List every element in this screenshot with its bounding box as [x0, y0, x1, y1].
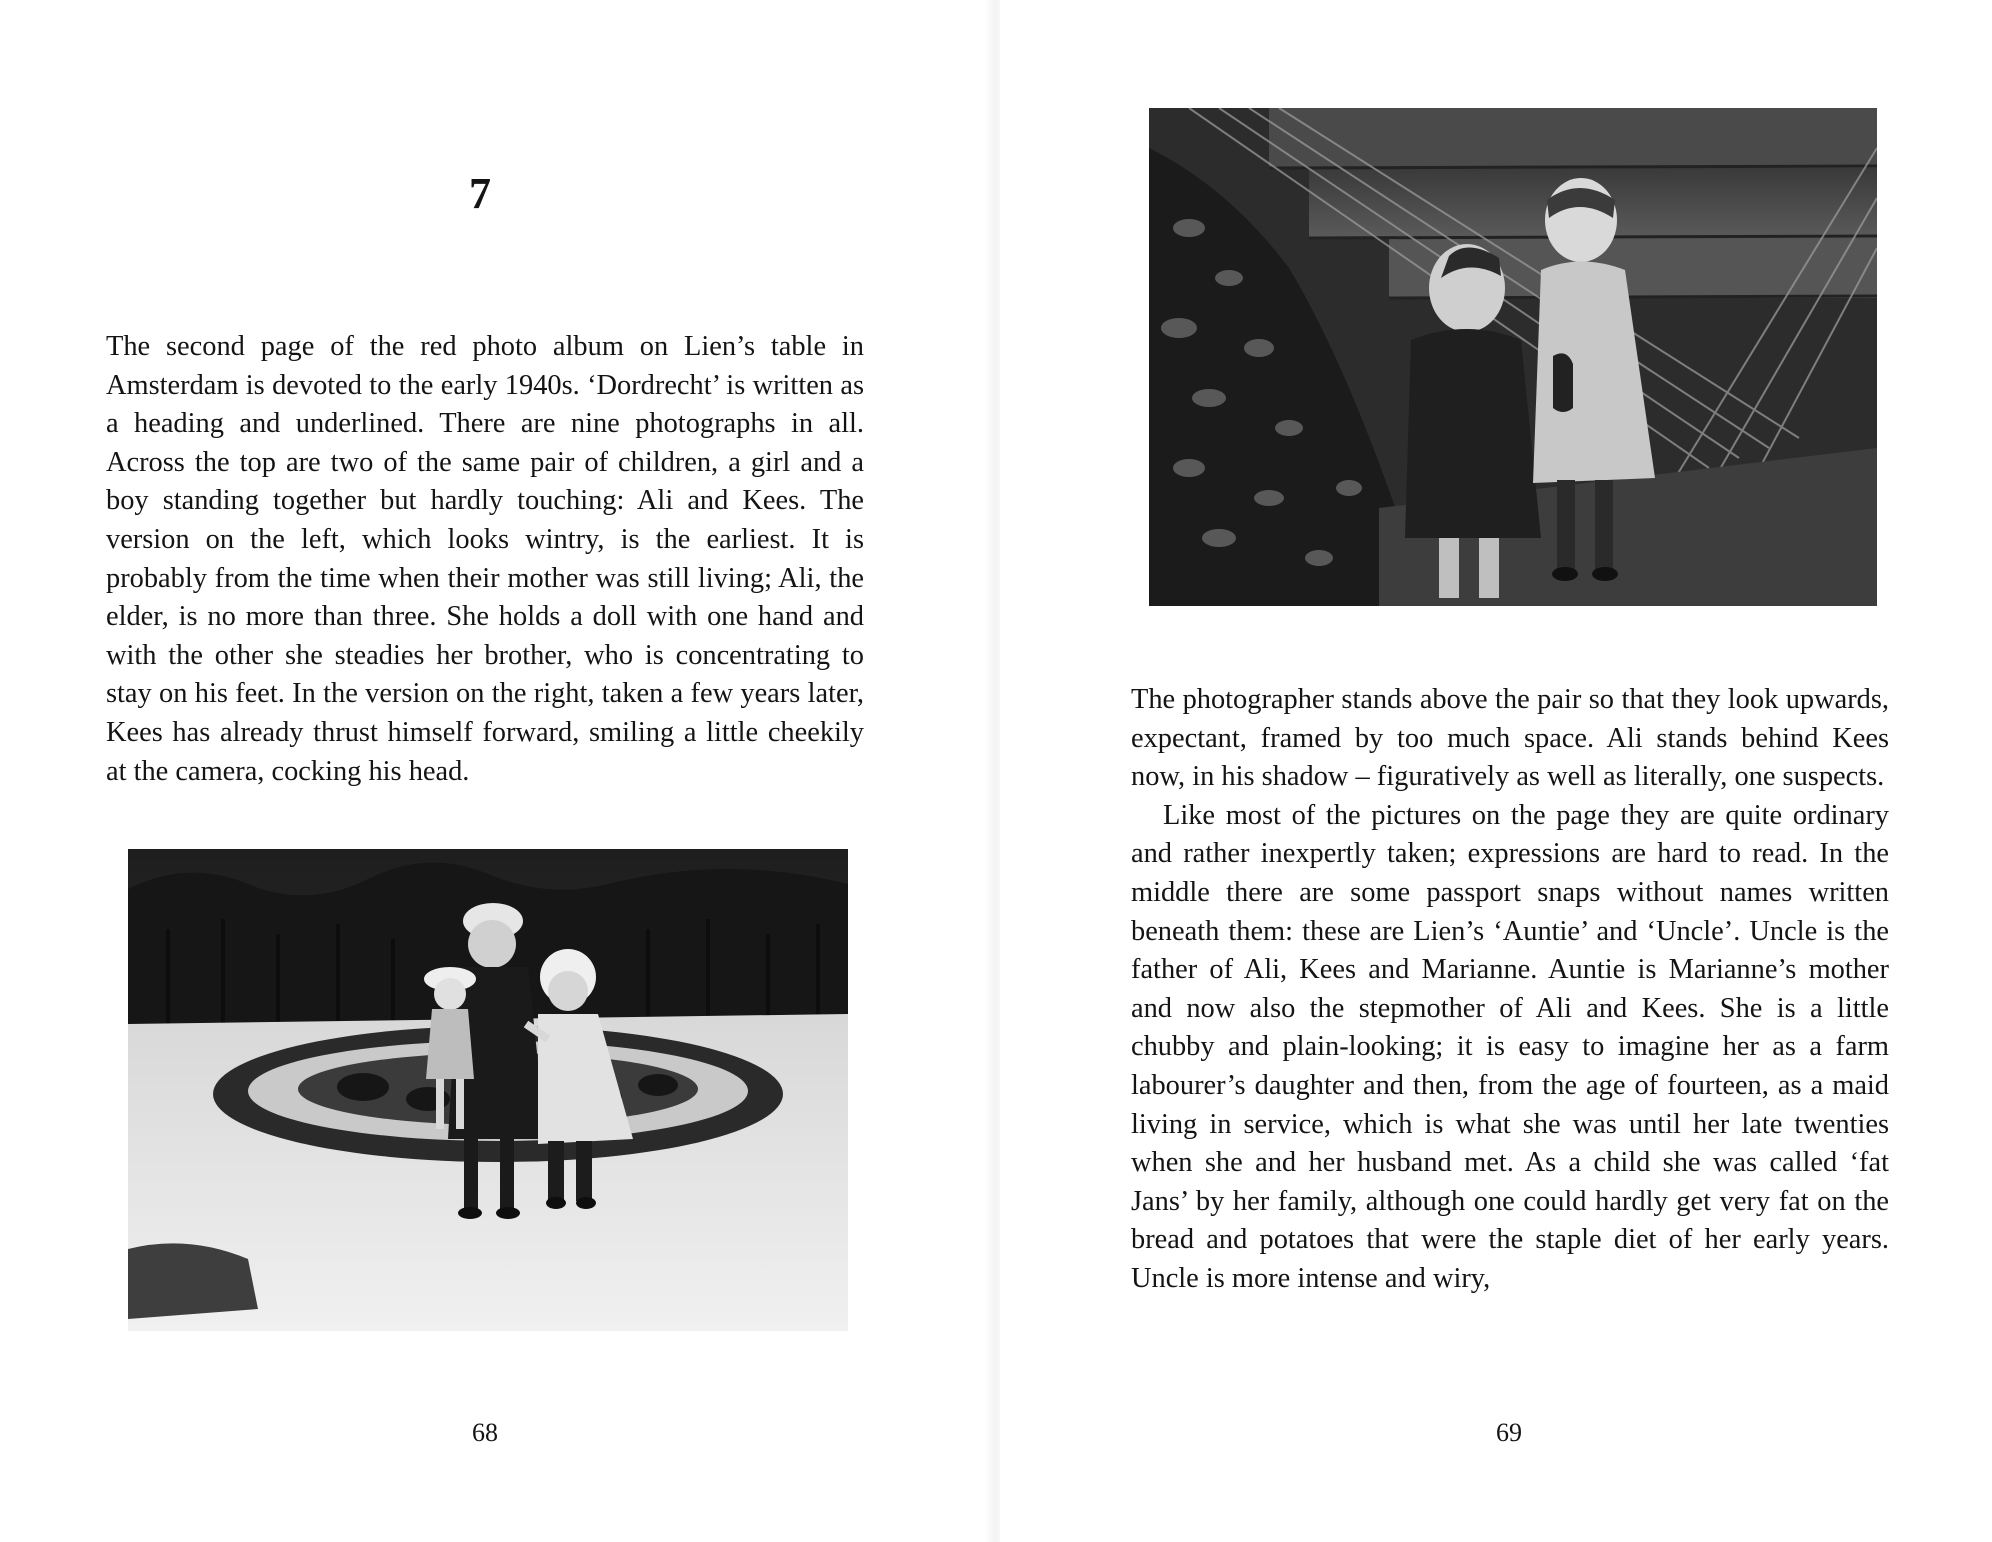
page-number-right: 69 — [1496, 1418, 1522, 1447]
chapter-number: 7 — [469, 169, 491, 218]
winter-photo-image — [128, 849, 848, 1331]
winter-photo-children-with-doll — [128, 849, 848, 1331]
right-paragraph-2: Like most of the pictures on the page they are quite ordinary and rather inexpertly taken; expressions are hard to read. In the middle there are some passport snaps without names written beneath them: these are Lien’s ‘Auntie’ and ‘Uncle’. Uncle is the father of Ali, Kees and Marianne. Auntie is Marianne’s mother and now also the stepmother of Ali and Kees. She is a little chubby and plain-looking; it is easy to imagine her as a farm labourer’s daughter and then, from the age of fourteen, as a maid living in service, which is what she was until her late twenties when she and her husband met. As a child she was called ‘fat Jans’ by her family, although one could hardly get very fat on the bread and potatoes that were the staple diet of her early years. Uncle is more intense and wiry, — [1131, 799, 1889, 1294]
page-number-left: 68 — [472, 1418, 498, 1447]
right-page — [1000, 0, 1992, 1542]
right-page-text — [1131, 681, 1889, 1299]
left-page — [0, 0, 990, 1542]
left-page-text — [106, 328, 864, 791]
fence-photo-image — [1149, 108, 1877, 606]
photo-children-by-fence — [1149, 108, 1877, 606]
left-paragraph-1: The second page of the red photo album on Lien’s table in Amsterdam is devoted to the early 1940s. ‘Dordrecht’ is written as a heading and underlined. There are nine photographs in all. Across the top are two of the same pair of children, a girl and a boy standing together but hardly touching: Ali and Kees. The version on the left, which looks wintry, is the earliest. It is probably from the time when their mother was still living; Ali, the elder, is no more than three. She holds a doll with one hand and with the other she steadies her brother, who is concentrating to stay on his feet. In the version on the right, taken a few years later, Kees has already thrust himself forward, smiling a little cheekily at the camera, cocking his head. — [106, 331, 864, 787]
right-paragraph-1: The photographer stands above the pair so that they look upwards, expectant, framed by too much space. Ali stands behind Kees now, in his shadow – figuratively as well as literally, one suspects. — [1131, 684, 1889, 793]
